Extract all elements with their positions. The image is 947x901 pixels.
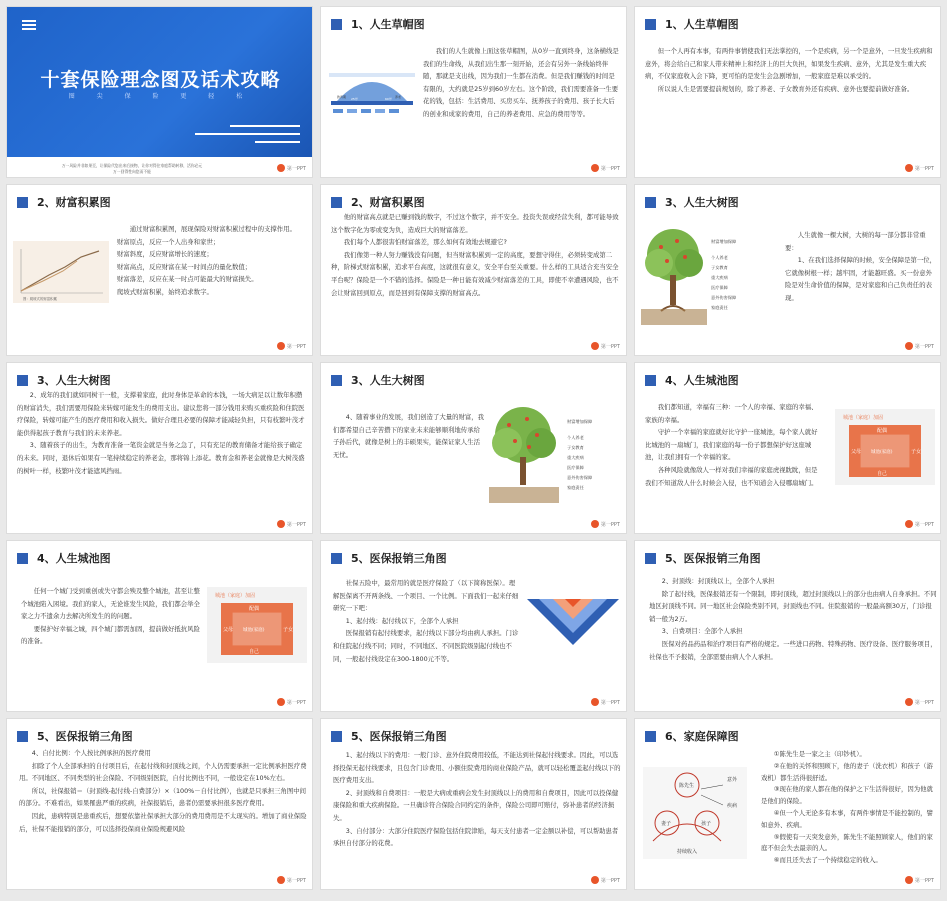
slide-text: [645, 401, 821, 529]
title-square-icon: [17, 197, 28, 208]
slide-5[interactable]: [320, 184, 627, 356]
castle-gate-left: 父母: [223, 627, 234, 633]
cover-title: 十套保险理念图及话术攻略: [40, 69, 281, 91]
tree-label: 财富增加保障: [711, 239, 737, 244]
logo-icon: [277, 876, 285, 884]
slide-2[interactable]: [320, 6, 627, 178]
logo-icon: [277, 164, 285, 172]
slide-title: 3、人生大树图: [351, 374, 425, 387]
paragraph: 我们每个人都很害怕财富落差，那么如何有效地去规避它?: [343, 238, 507, 247]
hat-label: 25岁: [351, 97, 358, 101]
logo: [277, 698, 306, 706]
slide-text: [333, 577, 519, 707]
slide-title: 3、人生大树图: [37, 374, 111, 387]
paragraph: 1、起付线：起付线以下，全部个人承担: [345, 616, 459, 625]
logo-text: 第一PPT: [600, 699, 620, 706]
logo: [905, 164, 934, 172]
paragraph: 爬坡式财富积累，始终追求数字。: [117, 287, 213, 296]
tree-label: 重大疾病: [567, 455, 584, 460]
slide-title: 1、人生草帽图: [351, 18, 425, 31]
family-head: 陈先生: [679, 783, 695, 789]
paragraph: 他的财富高点就是已赚到钱的数字，不过这个数字，并不安全。投资失误或经营失利，都可能导致这个数字化为零或变为负，造成巨大的财富落差。: [331, 213, 619, 234]
paragraph: 除了起付线，医保报销还有一个限制，即封顶线，超过封顶线以上的部分也由病人自身承担。不同地区封顶线不同。同一地区社会保险类别不同，封顶线也不同。住院报销的一般最高额30万，门诊报销一般为2万。: [649, 589, 937, 623]
tree-label: 家庭责任: [711, 305, 728, 310]
paragraph: 2、封顶线和自费项目：一般是大病或重病会发生封顶线以上的费用和自费项目，因此可以投保健康保险和重大疾病保险。一旦确诊符合保险合同约定的条件，保险公司即可赔付，弥补患者的经济损失。: [333, 788, 619, 822]
logo: [591, 164, 620, 172]
paragraph: 财富斜度，反应财富增长的速度；: [117, 250, 213, 259]
tree-diagram: [489, 405, 569, 505]
paragraph: 3、随着孩子的出生，为教育准备一笔资金就是当务之急了，只有充足的教育储备才能给孩子确定的未来。同时，退休后如果有一笔持续稳定的养老金，那将锦上添花。教育金和养老金就像是大树茂盛的树叶一样，枝繁叶茂才能遮风挡雨。: [17, 441, 305, 475]
castle-gate-left: 父母: [851, 449, 862, 455]
logo-icon: [591, 520, 599, 528]
logo: [905, 342, 934, 350]
castle-center: 城池(家庭): [871, 450, 893, 455]
logo-text: 第一PPT: [914, 877, 934, 884]
paragraph: 3、自费项目：全部个人承担: [661, 627, 743, 636]
tree-label: 家庭责任: [567, 485, 584, 490]
castle-gate-bottom: 自己: [877, 471, 888, 477]
tree-labels: [567, 417, 623, 493]
paragraph: 财富原点，反应一个人出身和家世；: [117, 237, 220, 246]
paragraph: 4、随着事业的发展，我们创造了大量的财富，我们都希望自己辛苦攒下的家业未来能够顺利地传承给子孙后代，就像是树上的丰硕果实，能保证家人生活无忧。: [333, 413, 485, 459]
paragraph: 4、自付比例：个人按比例承担的医疗费用: [31, 749, 151, 757]
slide-title: 6、家庭保障图: [665, 730, 739, 743]
slide-8[interactable]: [320, 362, 627, 534]
logo: [591, 698, 620, 706]
logo-text: 第一PPT: [914, 521, 934, 528]
logo-icon: [277, 520, 285, 528]
slide-title: 3、人生大树图: [665, 196, 739, 209]
castle-gate-right: 子女: [283, 627, 294, 633]
paragraph: 通过财富积累图，展现保险对财富积累过程中的支撑作用。: [129, 225, 296, 233]
logo-text: 第一PPT: [600, 877, 620, 884]
slide-title: 5、医保报销三角图: [665, 552, 761, 565]
logo-text: 第一PPT: [286, 343, 306, 350]
tree-label: 重大疾病: [711, 275, 728, 280]
cover-footer: [7, 163, 257, 175]
family-risk-1: 意外: [727, 777, 738, 783]
paragraph: 医保报销有起付线要求，起付线以下部分均由病人承担。门诊和住院起付线不同；同时，不同地区、不同医院级别起付线也不同，一般起付线设定在300-1800元不等。: [333, 629, 519, 663]
title-square-icon: [645, 375, 656, 386]
logo-text: 第一PPT: [914, 343, 934, 350]
wealth-chart: [13, 241, 109, 303]
chart-caption: 图：爬坡式的财富积累: [23, 297, 57, 301]
slide-text: [785, 229, 937, 351]
paragraph: 社保五险中，最常用的就是医疗保险了（以下简称医保）。理解医保离不开两条线、一个项目、一个比例。下面我们一起来仔细研究一下吧：: [333, 579, 519, 613]
castle-diagram: [835, 409, 935, 485]
paragraph: ④但一个人无论多有本事，有两件事情是不能控制的，譬如意外、疾病。: [761, 808, 933, 829]
slide-text: [17, 389, 307, 531]
logo-text: 第一PPT: [286, 699, 306, 706]
tree-label: 医疗保障: [567, 465, 584, 470]
slide-text: [331, 211, 621, 353]
slide-text: [645, 45, 935, 173]
paragraph: 1、在我们选择保障的时候，安全保障是第一位，它就像树根一样；越牢固，才能越旺盛。买一份意外险是对生命价值的保障，是对家庭和自己负责任的表现。: [785, 256, 937, 302]
slide-13[interactable]: [6, 718, 313, 890]
logo-icon: [591, 876, 599, 884]
family-child: 孩子: [701, 821, 712, 827]
slide-title: 2、财富积累图: [351, 196, 425, 209]
menu-icon: [22, 20, 36, 32]
slide-text: [333, 411, 485, 529]
paragraph: 财富高点，反应财富在某一时间点的量化数值；: [117, 262, 252, 271]
logo-icon: [591, 164, 599, 172]
logo-icon: [277, 342, 285, 350]
paragraph: 2、封顶线：封顶线以上，全部个人承担: [661, 577, 775, 585]
paragraph: 扣除了个人全部承担的自付项目后，在起付线和封顶线之间，个人仍需要承担一定比例承担医疗费用。不同地区、不同类型的社会保险、不同级别医院，自付比例也不同，一般设定在10%左右。: [19, 761, 307, 783]
slide-7[interactable]: [6, 362, 313, 534]
logo: [905, 520, 934, 528]
cover-banner: [7, 7, 313, 157]
slide-text: [761, 749, 937, 887]
logo: [277, 164, 306, 172]
slide-cover[interactable]: [6, 6, 313, 178]
paragraph: ②在他的关怀和照顾下，他的妻子（洗衣机）和孩子（游戏机）都生活得很舒适。: [761, 761, 933, 782]
family-income: 持续收入: [677, 849, 698, 855]
castle-diagram: [207, 587, 307, 663]
logo: [591, 876, 620, 884]
tree-label: 医疗保障: [711, 285, 728, 290]
logo: [591, 342, 620, 350]
slide-11[interactable]: [320, 540, 627, 712]
tree-label: 子女教育: [567, 445, 584, 450]
logo-icon: [905, 342, 913, 350]
slide-text: [19, 747, 309, 887]
slide-9[interactable]: [634, 362, 941, 534]
paragraph: 各种风险就像敌人一样对我们幸福的家庭虎视眈眈，但是我们不知道敌人什么时候会入侵，也不知道会入侵哪扇城门。: [645, 465, 818, 487]
family-risk-2: 疾病: [727, 803, 738, 809]
logo-icon: [277, 698, 285, 706]
logo-text: 第一PPT: [914, 165, 934, 172]
paragraph: 守护一个幸福的家庭就好比守护一座城池，每个家人就好比城池的一扇城门，我们家庭的每一份子都想保护好这座城池，让我们拥有一个幸福的家。: [645, 428, 818, 462]
title-square-icon: [645, 19, 656, 30]
slide-12[interactable]: [634, 540, 941, 712]
slide-3[interactable]: [634, 6, 941, 178]
title-square-icon: [331, 731, 342, 742]
title-square-icon: [331, 375, 342, 386]
slide-6[interactable]: [634, 184, 941, 356]
slide-title: 5、医保报销三角图: [351, 730, 447, 743]
slide-text: [117, 223, 309, 351]
paragraph: 2、成年的我们就如同树干一般，支撑着家庭，此时身体是革命的本钱，一场大病足以让数年积攒的财富消失，我们需要用保险来转嫁可能发生的费用支出。建议您将一部分钱用来购买重疾险和住院医疗保险，转嫁可能产生的医疗费用和收入损失。做好合理且必要的保障才能减轻负担，只有枝繁叶茂才能供得起孩子教育与我们的未来养老。: [17, 391, 305, 437]
paragraph: 所以说人生是需要提前规划的，除了养老、子女教育外还有疾病、意外也要提前做好准备。: [657, 84, 914, 93]
logo-text: 第一PPT: [600, 521, 620, 528]
title-square-icon: [331, 19, 342, 30]
logo-text: 第一PPT: [914, 699, 934, 706]
slide-title: 5、医保报销三角图: [351, 552, 447, 565]
triangle-diagram: [525, 597, 621, 647]
paragraph: 任何一个城门受到重创或失守都会殃及整个城池，甚至让整个城池陷入困境。我们的家人，无论谁发生风险，我们都会举全家之力不遗余力去解决所发生的的问题。: [21, 587, 200, 621]
slide-title: 2、财富积累图: [37, 196, 111, 209]
title-square-icon: [331, 197, 342, 208]
hat-label: 60岁: [385, 97, 392, 101]
paragraph: 我们的人生就像上面这张草帽图，从0岁一直到终身，这条横线是我们的生命线，从我们出生那一刻开始，还会有另外一条线始终伴随，那就是支出线，因为我们一生都在消费。但是我们赚钱的时间是有限的，大约就是25岁到60岁左右。这个阶段，我们需要准备一生要花的钱，包括：生活费用、买房买车、抚养孩子的费用、孩子长大后的创业和成家的费用，自己的养老费用、应急的费用等等。: [423, 47, 619, 118]
castle-title: 城池（家庭）加固: [215, 593, 256, 599]
title-square-icon: [645, 553, 656, 564]
tree-label: 子女教育: [711, 265, 728, 270]
paragraph: 人生就像一棵大树，大树的每一部分都非常重要：: [785, 231, 926, 252]
paragraph: 1、起付线以下的费用：一般门诊、意外住院费用较低，不能达到社保起付线要求。因此，可以选择投保无起付线要求，且包含门诊费用、小额住院费用的商业保险产品，就可以轻松覆盖起付线以下的医疗费用支出。: [333, 751, 621, 785]
logo: [905, 876, 934, 884]
logo-icon: [905, 876, 913, 884]
tree-label: 个人养老: [567, 435, 584, 440]
title-square-icon: [331, 553, 342, 564]
title-square-icon: [17, 553, 28, 564]
paragraph: ⑤假使有一天突发意外，陈先生不能照顾家人，他们的家庭不但会失去最亲的人。: [761, 832, 933, 853]
logo: [277, 876, 306, 884]
logo-text: 第一PPT: [286, 521, 306, 528]
paragraph: 要保护好幸福之城，四个城门都需加固，提前做好抵抗风险的准备。: [21, 624, 200, 646]
logo-icon: [905, 698, 913, 706]
slide-15[interactable]: [634, 718, 941, 890]
castle-gate-bottom: 自己: [249, 649, 260, 655]
castle-title: 城池（家庭）加固: [843, 415, 884, 421]
tree-labels: [711, 237, 771, 313]
paragraph: 3、自付部分：大部分住院医疗保险包括住院津贴，每天支付患者一定金额以补偿，可以帮助患者承担自付部分的花费。: [333, 826, 619, 848]
paragraph: 财富落差，反应在某一时点可能最大的财富损失。: [117, 275, 258, 284]
logo: [905, 698, 934, 706]
logo-text: 第一PPT: [600, 343, 620, 350]
logo-text: 第一PPT: [600, 165, 620, 172]
logo-icon: [905, 520, 913, 528]
castle-center: 城池(家庭): [243, 628, 265, 633]
paragraph: 我们像第一种人努力赚钱没有问题，但当财富积累到一定的高度，要想守得住，必须转变成第二种，阶梯式财富积累，追求平台高度，这就很有意义，安全平台至关重要。什么样的工具适合充当安全平台呢？保险是一个不错的选择。保险是一种日能有效减少财富落差的工具，即使不幸遭遇风险，也不会让财富回到原点，而是回到有保障支撑的财富高点。: [331, 250, 619, 297]
slide-title: 4、人生城池图: [665, 374, 739, 387]
paragraph: ⑥而且还失去了一个持续稳定的收入。: [773, 856, 882, 865]
logo: [277, 520, 306, 528]
logo-text: 第一PPT: [286, 165, 306, 172]
slide-14[interactable]: [320, 718, 627, 890]
hat-label: 教育期: [337, 95, 347, 99]
slide-text: [333, 749, 623, 887]
logo-icon: [905, 164, 913, 172]
cover-footer-line2: 万一回得性向您而不能: [113, 169, 151, 174]
slide-title: 1、人生草帽图: [665, 18, 739, 31]
castle-gate-top: 配偶: [249, 606, 260, 612]
paragraph: 因此，患病特别是患重疾后，想要依靠社保承担大部分的费用费用是不太现实的。增加了商业保险后，社保不能报销的部分，可以选择投保商业保险规避风险: [19, 811, 307, 833]
slide-title: 4、人生城池图: [37, 552, 111, 565]
paragraph: ③现在他的家人都在他的保护之下生活得很好，因为他就是他们的保险。: [761, 785, 933, 806]
tree-label: 个人养老: [711, 255, 728, 260]
decor-bars-icon: [195, 125, 300, 149]
title-square-icon: [645, 197, 656, 208]
title-square-icon: [645, 731, 656, 742]
castle-gate-right: 子女: [911, 449, 922, 455]
family-diagram: [643, 767, 747, 859]
slide-text: [423, 45, 621, 173]
slide-title: 5、医保报销三角图: [37, 730, 133, 743]
logo-icon: [591, 342, 599, 350]
slide-text: [21, 585, 201, 705]
title-square-icon: [17, 375, 28, 386]
slide-10[interactable]: [6, 540, 313, 712]
family-wife: 妻子: [661, 821, 672, 827]
paragraph: 但一个人再有本事，有两件事情使我们无法掌控的，一个是疾病，另一个是意外，一旦发生疾病和意外，将会给自己和家人带来精神上和经济上的巨大负担，如果发生疾病、意外，尤其是发生重大疾病，不仅家庭收入会下降，更可怕的是发生会急剧增加，一般家庭是难以承受的。: [645, 47, 933, 81]
tree-label: 财富增加保障: [567, 419, 593, 424]
logo-text: 第一PPT: [286, 877, 306, 884]
cover-subtitle: 图 尖 保 险 更 轻 松: [68, 93, 253, 100]
paragraph: 所以，社保报销＝（封顶线-起付线-自费部分）×（100%－自付比例），也就是只承担三角图中间的部分。不难看出，如果罹患严重的疾病，社保报销后，患者仍需要承担很多医疗费用。: [19, 786, 307, 808]
slide-4[interactable]: [6, 184, 313, 356]
slide-text: [649, 575, 937, 707]
cover-footer-line1: 万一风险并非如果至，让保险代您出来后接物，让你对得住家庭帮助转移，活你必元: [61, 163, 203, 168]
title-square-icon: [17, 731, 28, 742]
logo-icon: [591, 698, 599, 706]
logo: [591, 520, 620, 528]
tree-label: 意外伤害保障: [567, 475, 593, 480]
hat-diagram: [329, 67, 415, 117]
tree-label: 意外伤害保障: [711, 295, 737, 300]
castle-gate-top: 配偶: [877, 428, 888, 434]
hat-label: 养老: [395, 95, 402, 99]
paragraph: 医保对药品药品和治疗项目有严格的规定。一些进口药物、特殊药物、医疗设备、医疗服务项目，社保也不予报销，全部需要由病人个人承担。: [649, 639, 937, 661]
paragraph: ①陈先生是一家之主（印钞机）。: [773, 750, 866, 758]
paragraph: 我们都知道，幸福有三种：一个人的幸福、家庭的幸福、家族的幸福。: [645, 403, 818, 424]
logo: [277, 342, 306, 350]
